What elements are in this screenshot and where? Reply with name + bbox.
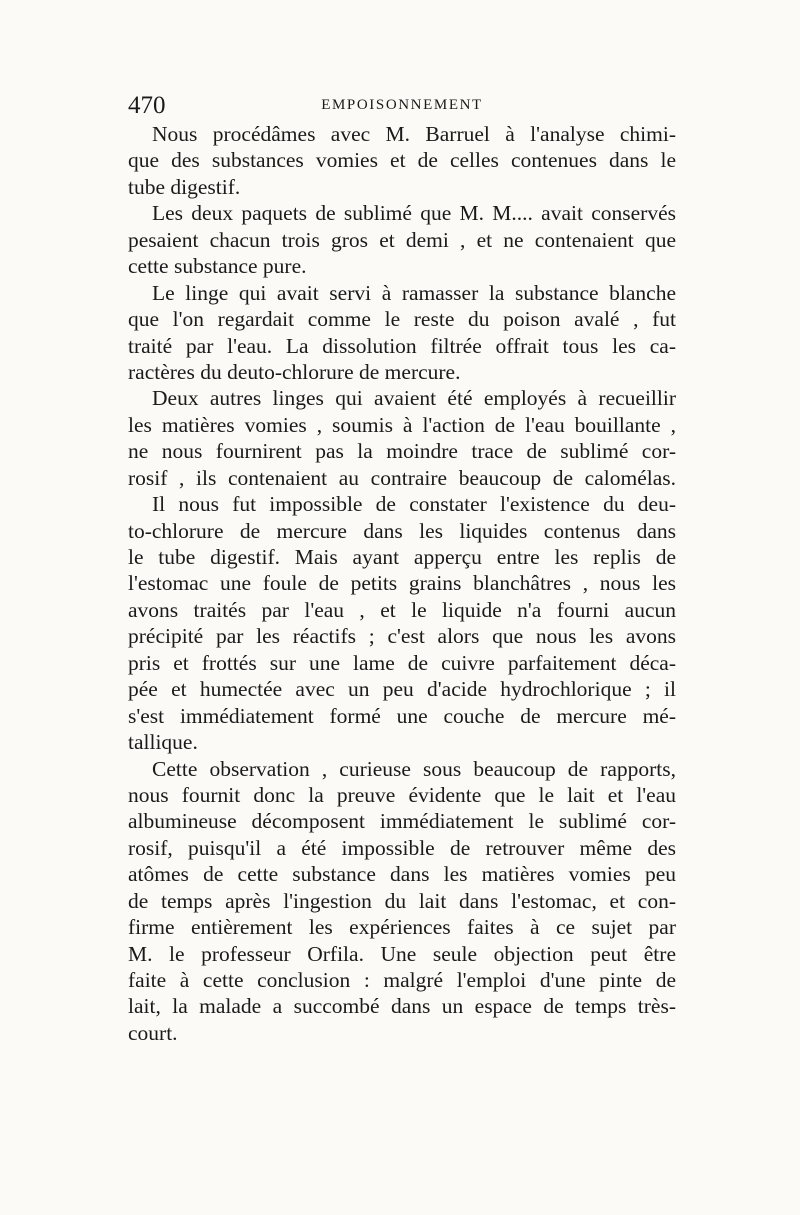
text-line: ne nous fournirent pas la moindre trace de sublimé cor- <box>128 439 676 464</box>
page-body <box>128 121 676 1046</box>
text-line: traité par l'eau. La dissolution filtrée offrait tous les ca- <box>128 333 676 358</box>
text-line: Cette observation , curieuse sous beaucoup de rapports, <box>152 756 676 781</box>
text-line: cette substance pure. <box>128 254 307 279</box>
paragraph <box>128 200 676 279</box>
text-line: les matières vomies , soumis à l'action de l'eau bouillante , <box>128 412 676 437</box>
page-header <box>128 94 676 118</box>
text-line: pée et humectée avec un peu d'acide hydrochlorique ; il <box>128 677 676 702</box>
page-number: 470 <box>128 92 166 119</box>
text-line: M. le professeur Orfila. Une seule objection peut être <box>128 941 676 966</box>
paragraph <box>128 756 676 1047</box>
text-line: le tube digestif. Mais ayant apperçu entre les replis de <box>128 545 676 569</box>
text-line: tallique. <box>128 730 198 755</box>
text-line: Deux autres linges qui avaient été employés à recueillir <box>152 386 676 411</box>
text-line: avons traités par l'eau , et le liquide n'a fourni aucun <box>128 597 676 622</box>
text-line: Le linge qui avait servi à ramasser la substance blanche <box>152 280 676 305</box>
text-line: rosif , ils contenaient au contraire beaucoup de calomélas. <box>128 465 676 490</box>
paragraph <box>128 491 676 755</box>
text-line: précipité par les réactifs ; c'est alors que nous les avons <box>128 624 676 649</box>
text-line: Nous procédâmes avec M. Barruel à l'analyse chimi- <box>152 122 676 146</box>
text-line: pesaient chacun trois gros et demi , et ne contenaient que <box>128 227 676 252</box>
text-line: que des substances vomies et de celles contenues dans le <box>128 148 676 173</box>
text-line: que l'on regardait comme le reste du poison avalé , fut <box>128 307 676 332</box>
paragraph <box>128 121 676 200</box>
paragraph <box>128 280 676 386</box>
text-line: Il nous fut impossible de constater l'existence du deu- <box>152 492 676 517</box>
text-line: de temps après l'ingestion du lait dans l'estomac, et con- <box>128 888 676 913</box>
text-line: tube digestif. <box>128 174 241 199</box>
text-line: to-chlorure de mercure dans les liquides contenus dans <box>128 518 676 543</box>
text-line: s'est immédiatement formé une couche de mercure mé- <box>128 703 676 728</box>
text-line: atômes de cette substance dans les matières vomies peu <box>128 862 676 887</box>
text-line: albumineuse décomposent immédiatement le sublimé cor- <box>128 809 676 834</box>
text-line: pris et frottés sur une lame de cuivre parfaitement déca- <box>128 650 676 675</box>
text-line: l'estomac une foule de petits grains blanchâtres , nous les <box>128 571 676 596</box>
text-line: ractères du deuto-chlorure de mercure. <box>128 359 461 384</box>
text-line: lait, la malade a succombé dans un espace de temps très- <box>128 994 676 1019</box>
text-line: firme entièrement les expériences faites à ce sujet par <box>128 915 676 940</box>
text-line: Les deux paquets de sublimé que M. M.... avait conservés <box>152 201 676 226</box>
paragraph <box>128 385 676 491</box>
text-line: court. <box>128 1020 178 1045</box>
text-line: rosif, puisqu'il a été impossible de retrouver même des <box>128 835 676 860</box>
running-title: EMPOISONNEMENT <box>321 97 483 113</box>
text-line: faite à cette conclusion : malgré l'emploi d'une pinte de <box>128 968 676 992</box>
text-line: nous fournit donc la preuve évidente que le lait et l'eau <box>128 782 676 807</box>
